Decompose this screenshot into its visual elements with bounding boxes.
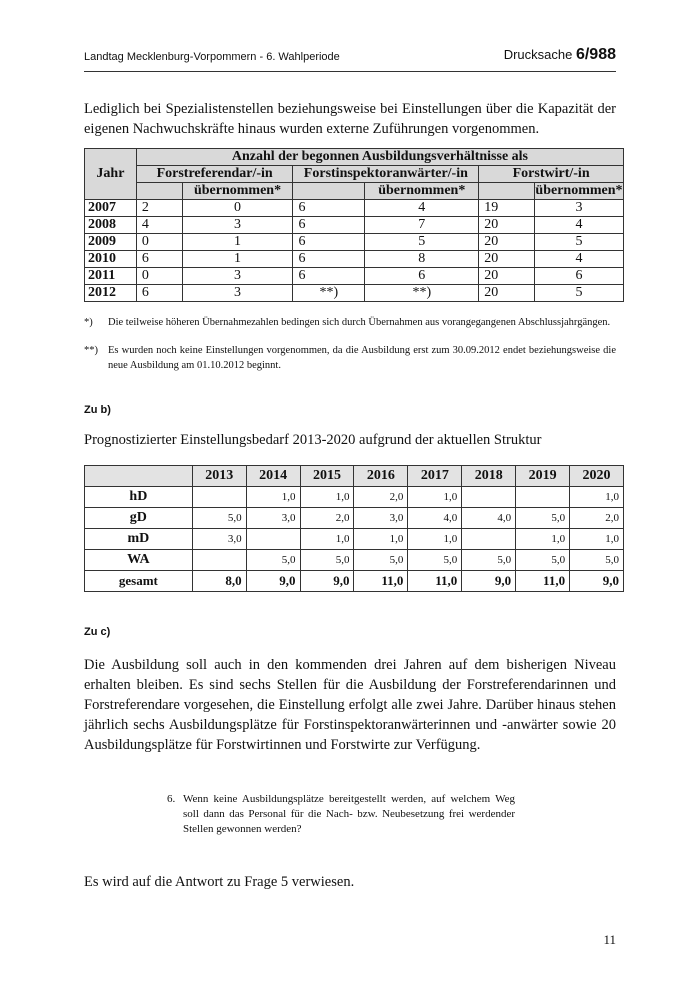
- table-title: Anzahl der begonnen Ausbildungsverhältnisse als: [136, 149, 623, 166]
- year-cell: 2007: [85, 200, 137, 217]
- row-label: hD: [85, 487, 193, 508]
- value-cell: **): [293, 285, 365, 302]
- value-cell: 4: [534, 217, 623, 234]
- sub-uebernommen-3: übernommen*: [535, 183, 623, 198]
- value-cell: 3: [182, 285, 293, 302]
- value-cell: 1,0: [246, 487, 300, 508]
- year-header: 2013: [192, 466, 246, 487]
- header-parliament-title: Landtag Mecklenburg-Vorpommern - 6. Wahlperiode: [84, 51, 340, 63]
- value-cell: 6: [293, 234, 365, 251]
- value-cell: 6: [293, 217, 365, 234]
- value-cell: 2,0: [300, 508, 354, 529]
- year-header: 2014: [246, 466, 300, 487]
- value-cell: 1,0: [408, 529, 462, 550]
- value-cell: 3,0: [192, 529, 246, 550]
- header-divider: [84, 71, 616, 72]
- table-row: [85, 200, 624, 217]
- value-cell: 9,0: [300, 571, 354, 592]
- footnote-mark: **): [84, 345, 98, 356]
- table-row: [85, 529, 624, 550]
- value-cell: 6: [293, 268, 365, 285]
- value-cell: 20: [479, 251, 535, 268]
- total-row: [85, 571, 624, 592]
- value-cell: 1,0: [570, 529, 624, 550]
- question-text: Wenn keine Ausbildungsplätze bereitgestellt werden, auf welchem Weg soll dann das Personal für die Nach- bzw. Neubesetzung frei werdender Stellen gewonnen werden?: [183, 793, 515, 835]
- value-cell: 1: [182, 234, 293, 251]
- year-header: 2020: [570, 466, 624, 487]
- value-cell: 5,0: [516, 550, 570, 571]
- value-cell: 11,0: [516, 571, 570, 592]
- table-row: [85, 268, 624, 285]
- training-paragraph: Die Ausbildung soll auch in den kommenden drei Jahren auf dem bisherigen Niveau erhalten bleiben. Es sind sechs Stellen für die Ausbildung der Forstreferendarinnen und Forstreferendare vorgesehen, die Einstellung erfolgt alle zwei Jahre. Darüber hinaus stehen jährlich sechs Ausbildungsplätze für Forstinspektoranwärterinnen und -anwärter sowie 20 Ausbildungsplätze für Forstwirtinnen und Forstwirte zur Verfügung.: [84, 657, 616, 753]
- value-cell: 1,0: [300, 529, 354, 550]
- value-cell: 11,0: [408, 571, 462, 592]
- value-cell: 3,0: [246, 508, 300, 529]
- page-number: 11: [603, 932, 616, 947]
- row-label: gesamt: [85, 571, 193, 592]
- value-cell: 1,0: [300, 487, 354, 508]
- training-table: [84, 148, 624, 302]
- value-cell: 4: [534, 251, 623, 268]
- value-cell: 9,0: [570, 571, 624, 592]
- year-header: 2015: [300, 466, 354, 487]
- prognosis-table: [84, 465, 624, 592]
- value-cell: 5: [365, 234, 479, 251]
- value-cell: 8,0: [192, 571, 246, 592]
- value-cell: 6: [365, 268, 479, 285]
- value-cell: 5,0: [192, 508, 246, 529]
- footnote-1: [84, 315, 616, 330]
- value-cell: 1,0: [516, 529, 570, 550]
- section-zu-c: Zu c): [84, 626, 111, 638]
- value-cell: 3: [534, 200, 623, 217]
- intro-paragraph: Lediglich bei Spezialistenstellen beziehungsweise bei Einstellungen über die Kapazität der eigenen Nachwuchskräfte hinaus wurden externe Zuführungen vorgenommen.: [84, 101, 616, 137]
- value-cell: 0: [136, 268, 182, 285]
- value-cell: 20: [479, 268, 535, 285]
- sub-uebernommen-1: übernommen*: [182, 183, 293, 200]
- value-cell: 1,0: [354, 529, 408, 550]
- value-cell: 20: [479, 217, 535, 234]
- prognosis-header-row: [85, 466, 624, 487]
- row-label: mD: [85, 529, 193, 550]
- value-cell: 4: [365, 200, 479, 217]
- table-row: [85, 508, 624, 529]
- value-cell: 9,0: [462, 571, 516, 592]
- value-cell: 20: [479, 234, 535, 251]
- value-cell: 2,0: [354, 487, 408, 508]
- value-cell: [516, 487, 570, 508]
- value-cell: 3,0: [354, 508, 408, 529]
- value-cell: 6: [534, 268, 623, 285]
- footnote-2: [84, 343, 616, 373]
- value-cell: 20: [479, 285, 535, 302]
- value-cell: 6: [293, 251, 365, 268]
- year-header: 2018: [462, 466, 516, 487]
- value-cell: 4: [136, 217, 182, 234]
- value-cell: 3: [182, 268, 293, 285]
- value-cell: 9,0: [246, 571, 300, 592]
- sub-uebernommen-2: übernommen*: [365, 183, 479, 200]
- year-header: Jahr: [85, 149, 137, 200]
- answer-paragraph: Es wird auf die Antwort zu Frage 5 verwiesen.: [84, 874, 355, 890]
- value-cell: 5,0: [300, 550, 354, 571]
- value-cell: 2: [136, 200, 182, 217]
- value-cell: 5,0: [246, 550, 300, 571]
- table-row: [85, 285, 624, 302]
- value-cell: 1,0: [408, 487, 462, 508]
- prognosis-title: Prognostizierter Einstellungsbedarf 2013-2020 aufgrund der aktuellen Struktur: [84, 432, 542, 448]
- value-cell: 6: [136, 285, 182, 302]
- section-zu-b: Zu b): [84, 404, 111, 416]
- value-cell: [192, 487, 246, 508]
- value-cell: 5,0: [516, 508, 570, 529]
- question-number: 6.: [167, 793, 176, 805]
- value-cell: 5,0: [570, 550, 624, 571]
- year-cell: 2011: [85, 268, 137, 285]
- row-label: WA: [85, 550, 193, 571]
- row-label: gD: [85, 508, 193, 529]
- document-label: Drucksache: [503, 47, 573, 62]
- table-row: [85, 251, 624, 268]
- year-header: 2016: [354, 466, 408, 487]
- value-cell: 5,0: [354, 550, 408, 571]
- question-6: [167, 792, 515, 837]
- value-cell: 5: [534, 285, 623, 302]
- footnote-text: Es wurden noch keine Einstellungen vorgenommen, da die Ausbildung erst zum 30.09.2012 endet beziehungsweise die neue Ausbildung am 01.10.2012 beginnt.: [108, 345, 616, 371]
- value-cell: 19: [479, 200, 535, 217]
- value-cell: [462, 487, 516, 508]
- value-cell: 3: [182, 217, 293, 234]
- value-cell: [462, 529, 516, 550]
- value-cell: 8: [365, 251, 479, 268]
- value-cell: 5,0: [408, 550, 462, 571]
- value-cell: 5: [534, 234, 623, 251]
- document-number: 6/988: [575, 46, 616, 63]
- year-cell: 2012: [85, 285, 137, 302]
- value-cell: 2,0: [570, 508, 624, 529]
- value-cell: 1,0: [570, 487, 624, 508]
- value-cell: 1: [182, 251, 293, 268]
- value-cell: 7: [365, 217, 479, 234]
- value-cell: [246, 529, 300, 550]
- group-forstwirt: Forstwirt/-in: [479, 166, 624, 183]
- value-cell: 5,0: [462, 550, 516, 571]
- year-header: 2017: [408, 466, 462, 487]
- table-row: [85, 487, 624, 508]
- table-row: [85, 550, 624, 571]
- table-row: [85, 234, 624, 251]
- value-cell: 11,0: [354, 571, 408, 592]
- group-forstinspektoranwaerter: Forstinspektoranwärter/-in: [293, 166, 479, 183]
- value-cell: **): [365, 285, 479, 302]
- footnote-mark: *): [84, 317, 93, 328]
- table-row: [85, 217, 624, 234]
- value-cell: 0: [136, 234, 182, 251]
- value-cell: 4,0: [408, 508, 462, 529]
- value-cell: 6: [136, 251, 182, 268]
- value-cell: 0: [182, 200, 293, 217]
- value-cell: 4,0: [462, 508, 516, 529]
- group-forstreferendar: Forstreferendar/-in: [136, 166, 293, 183]
- header-document-number: [504, 46, 616, 64]
- year-cell: 2010: [85, 251, 137, 268]
- footnote-text: Die teilweise höheren Übernahmezahlen bedingen sich durch Übernahmen aus vorangegangenen Abschlussjahrgängen.: [108, 317, 611, 328]
- value-cell: [192, 550, 246, 571]
- year-cell: 2008: [85, 217, 137, 234]
- prognosis-table-body: [85, 487, 624, 592]
- year-header: 2019: [516, 466, 570, 487]
- value-cell: 6: [293, 200, 365, 217]
- training-table-body: [85, 200, 624, 302]
- year-cell: 2009: [85, 234, 137, 251]
